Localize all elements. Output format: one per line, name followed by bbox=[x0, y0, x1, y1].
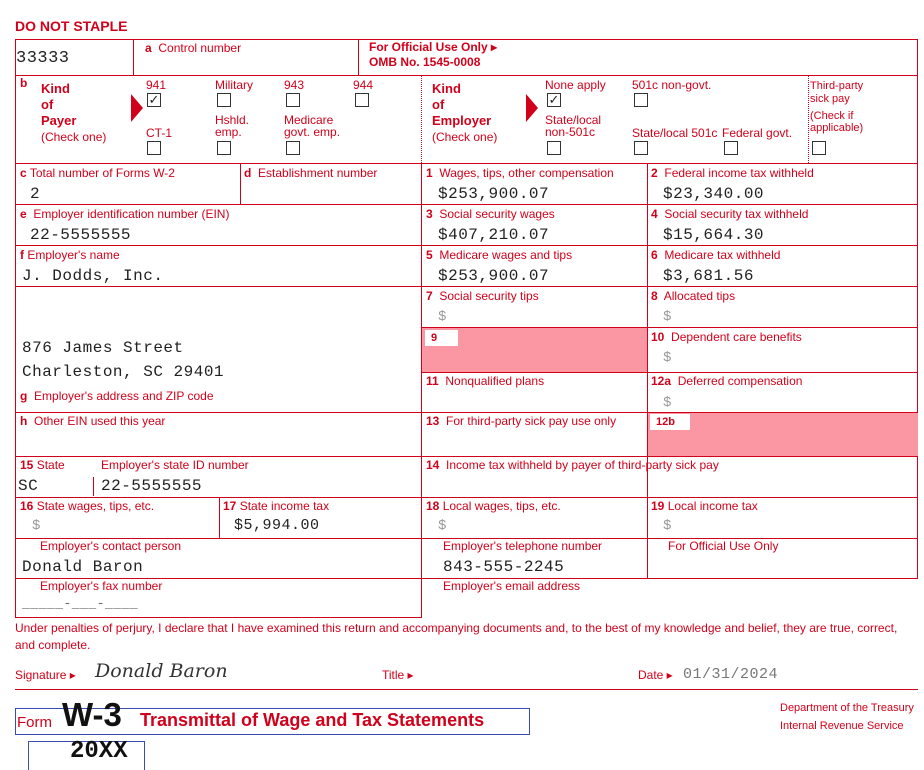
employer-ein: 22-5555555 bbox=[30, 226, 132, 244]
perjury-statement: Under penalties of perjury, I declare that I have examined this return and accompanying documents and, to the best of my knowledge and belief, they are true, correct, and complete. bbox=[15, 621, 898, 652]
box1-wages: $253,900.07 bbox=[438, 185, 550, 203]
checkbox-501c-non-govt[interactable] bbox=[634, 93, 648, 107]
state-id-number: 22-5555555 bbox=[101, 477, 203, 495]
address-line-2: Charleston, SC 29401 bbox=[22, 363, 225, 381]
box5-medicare-wages: $253,900.07 bbox=[438, 267, 550, 285]
pointer-arrow-icon bbox=[526, 94, 538, 122]
checkbox-943[interactable] bbox=[286, 93, 300, 107]
do-not-staple: DO NOT STAPLE bbox=[15, 18, 128, 34]
employer-name: J. Dodds, Inc. bbox=[22, 267, 164, 285]
signature-date: 01/31/2024 bbox=[683, 666, 779, 683]
kind-of-employer: Kind of Employer (Check one) bbox=[432, 81, 498, 144]
official-use-label: For Official Use Only ▸ bbox=[369, 40, 498, 54]
checkbox-third-party-sick-pay[interactable] bbox=[812, 141, 826, 155]
box17-state-tax: $5,994.00 bbox=[234, 517, 320, 534]
checkbox-941[interactable]: ✓ bbox=[148, 92, 160, 107]
total-forms-w2: 2 bbox=[30, 185, 41, 203]
box2-federal-tax: $23,340.00 bbox=[663, 185, 765, 203]
checkbox-state-local-501c[interactable] bbox=[634, 141, 648, 155]
kind-of-payer: Kind of Payer (Check one) bbox=[41, 81, 107, 144]
checkbox-ct1[interactable] bbox=[147, 141, 161, 155]
checkbox-federal-govt[interactable] bbox=[724, 141, 738, 155]
form-title: Transmittal of Wage and Tax Statements bbox=[140, 710, 485, 730]
omb-number: OMB No. 1545-0008 bbox=[369, 55, 481, 69]
form-year: 20XX bbox=[70, 738, 128, 765]
box6-medicare-tax: $3,681.56 bbox=[663, 267, 754, 285]
box4-ss-tax: $15,664.30 bbox=[663, 226, 765, 244]
fax-number: _____-___-____ bbox=[22, 596, 139, 611]
address-line-1: 876 James Street bbox=[22, 339, 184, 357]
pointer-arrow-icon bbox=[131, 94, 143, 122]
checkbox-military[interactable] bbox=[217, 93, 231, 107]
signature-handwriting: Donald Baron bbox=[95, 660, 228, 682]
checkbox-household[interactable] bbox=[217, 141, 231, 155]
checkbox-medicare-govt[interactable] bbox=[286, 141, 300, 155]
control-code: 33333 bbox=[16, 49, 70, 68]
control-number-label: Control number bbox=[158, 41, 242, 55]
box3-ss-wages: $407,210.07 bbox=[438, 226, 550, 244]
contact-phone: 843-555-2245 bbox=[443, 558, 565, 576]
checkbox-none-apply[interactable]: ✓ bbox=[548, 92, 560, 107]
contact-person: Donald Baron bbox=[22, 558, 144, 576]
checkbox-state-local-non501c[interactable] bbox=[547, 141, 561, 155]
checkbox-944[interactable] bbox=[355, 93, 369, 107]
third-party-sick-pay-label: Third-party sick pay bbox=[810, 80, 864, 105]
form-code: W-3 bbox=[62, 696, 122, 733]
state-code: SC bbox=[18, 477, 39, 495]
